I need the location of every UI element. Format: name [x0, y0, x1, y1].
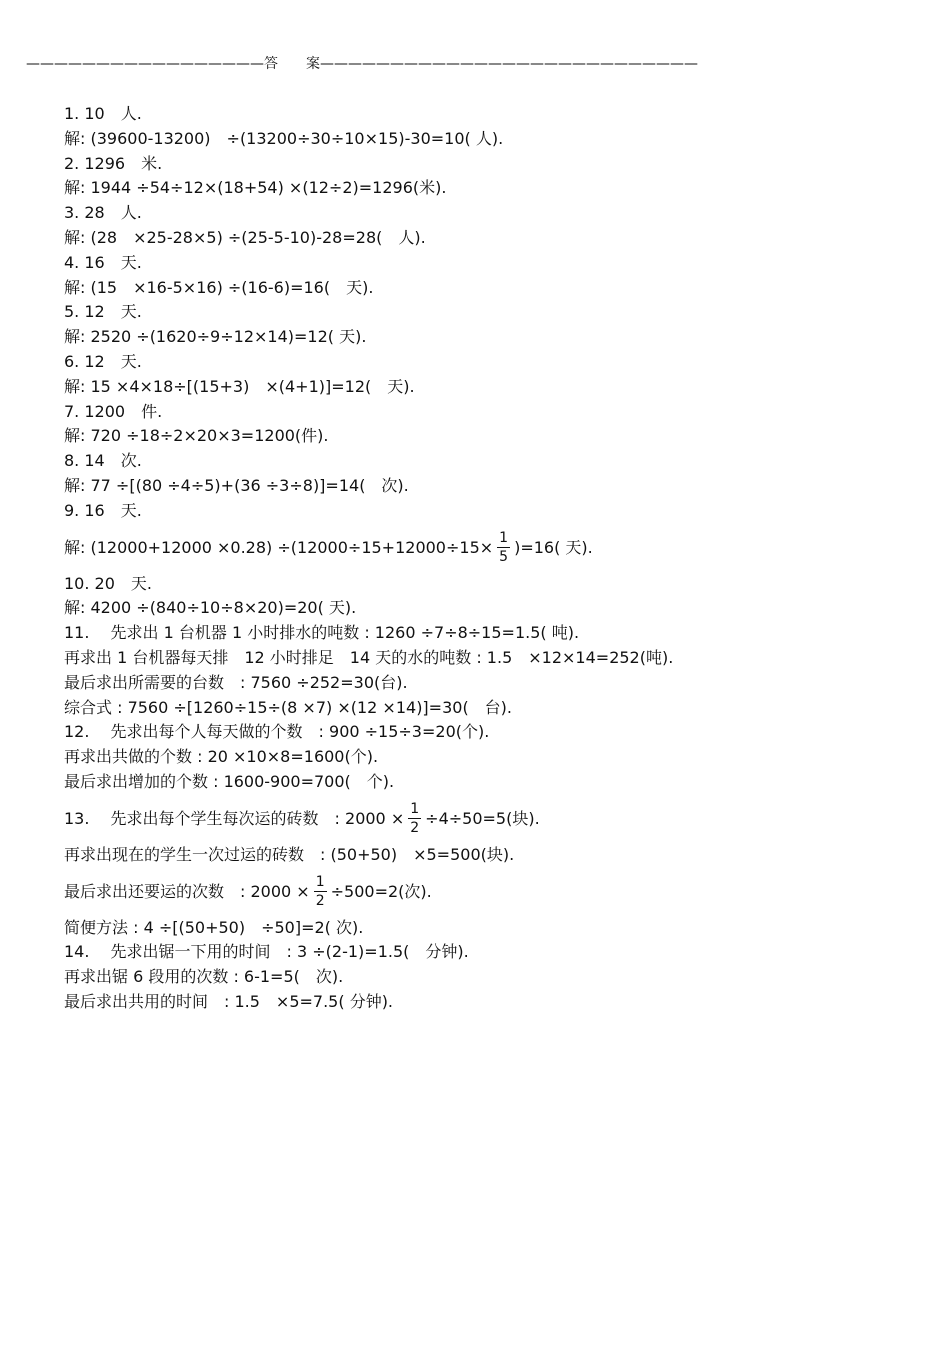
solution-line-with-fraction — [64, 795, 924, 843]
solution-line: 最后求出共用的时间 : 1.5 ×5=7.5( 分钟). — [64, 991, 394, 1011]
answer-line: 5. 12 天. — [64, 302, 142, 322]
formula-text: )=16( 天). — [514, 537, 593, 557]
solution-line: 12. 先求出每个人每天做的个数 : 900 ÷15÷3=20(个). — [64, 722, 490, 742]
fraction — [314, 873, 327, 910]
formula-text: 解: (12000+12000 ×0.28) ÷(12000÷15+12000÷15× — [64, 537, 494, 557]
solution-line: 解: 720 ÷18÷2×20×3=1200(件). — [64, 426, 329, 446]
solution-line: 解: 77 ÷[(80 ÷4÷5)+(36 ÷3÷8)]=14( 次). — [64, 475, 409, 495]
solution-line: 再求出 1 台机器每天排 12 小时排足 14 天的水的吨数 : 1.5 ×12×14=252(吨). — [64, 647, 674, 667]
solution-line: 11. 先求出 1 台机器 1 小时排水的吨数 : 1260 ÷7÷8÷15=1.5( 吨). — [64, 623, 580, 643]
solution-line: 解: 4200 ÷(840÷10÷8×20)=20( 天). — [64, 598, 357, 618]
solution-line: 最后求出所需要的台数 : 7560 ÷252=30(台). — [64, 672, 408, 692]
solution-line: 最后求出增加的个数 : 1600-900=700( 个). — [64, 771, 395, 791]
answer-line: 3. 28 人. — [64, 203, 142, 223]
answer-line: 8. 14 次. — [64, 451, 142, 471]
formula-text: 13. 先求出每个学生每次运的砖数 : 2000 × — [64, 808, 405, 828]
solution-line-with-fraction — [64, 524, 924, 572]
solution-line: 综合式 : 7560 ÷[1260÷15÷(8 ×7) ×(12 ×14)]=30( 台). — [64, 697, 513, 717]
fraction-denominator: 5 — [499, 549, 509, 566]
formula-text: ÷4÷50=5(块). — [425, 808, 540, 828]
solution-line: 解: 1944 ÷54÷12×(18+54) ×(12÷2)=1296(米). — [64, 178, 447, 198]
answer-header: —————————————————答 案——————————————————————————— — [26, 56, 698, 72]
fraction-numerator: 1 — [410, 801, 420, 818]
solution-line: 解: (39600-13200) ÷(13200÷30÷10×15)-30=10( 人). — [64, 128, 504, 148]
answer-line: 9. 16 天. — [64, 500, 142, 520]
fraction-denominator: 2 — [315, 893, 325, 910]
answer-line: 10. 20 天. — [64, 573, 152, 593]
answer-list — [64, 102, 924, 1015]
formula-text: ÷500=2(次). — [330, 881, 432, 901]
answer-line: 4. 16 天. — [64, 252, 142, 272]
fraction-numerator: 1 — [315, 874, 325, 891]
solution-line: 再求出共做的个数 : 20 ×10×8=1600(个). — [64, 747, 379, 767]
answer-line: 2. 1296 米. — [64, 153, 163, 173]
answer-line: 6. 12 天. — [64, 351, 142, 371]
answer-line: 1. 10 人. — [64, 104, 142, 123]
solution-line: 14. 先求出锯一下用的时间 : 3 ÷(2-1)=1.5( 分钟). — [64, 942, 469, 962]
solution-line: 再求出现在的学生一次过运的砖数 : (50+50) ×5=500(块). — [64, 844, 515, 864]
solution-line: 解: (28 ×25-28×5) ÷(25-5-10)-28=28( 人). — [64, 227, 426, 247]
fraction-numerator: 1 — [499, 530, 509, 547]
solution-line: 解: 15 ×4×18÷[(15+3) ×(4+1)]=12( 天). — [64, 376, 415, 396]
solution-line: 解: (15 ×16-5×16) ÷(16-6)=16( 天). — [64, 277, 374, 297]
answer-line: 7. 1200 件. — [64, 401, 163, 421]
solution-line: 再求出锯 6 段用的次数 : 6-1=5( 次). — [64, 967, 344, 987]
fraction-denominator: 2 — [410, 820, 420, 837]
solution-line: 解: 2520 ÷(1620÷9÷12×14)=12( 天). — [64, 327, 367, 347]
formula-text: 最后求出还要运的次数 : 2000 × — [64, 881, 310, 901]
fraction — [497, 529, 510, 566]
solution-line: 简便方法 : 4 ÷[(50+50) ÷50]=2( 次). — [64, 917, 364, 937]
fraction — [408, 800, 421, 837]
solution-line-with-fraction — [64, 868, 924, 916]
